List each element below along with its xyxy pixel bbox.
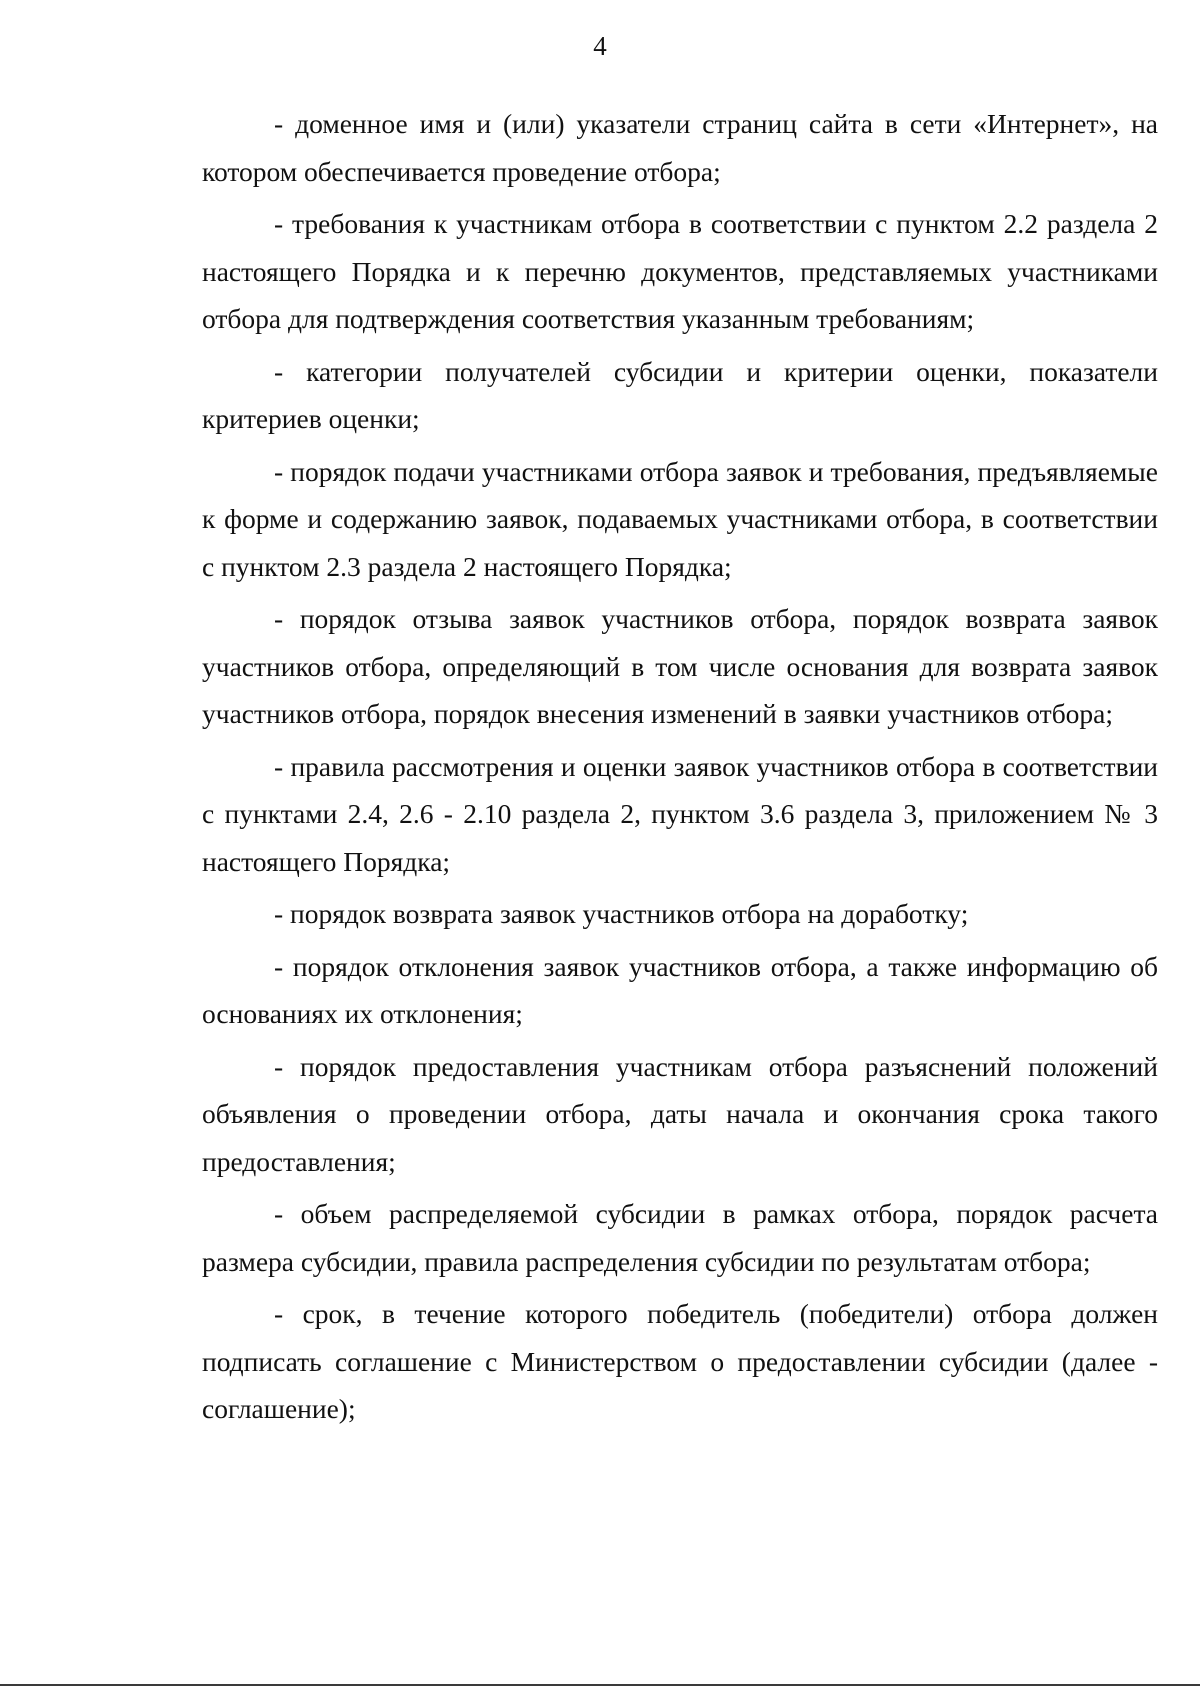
paragraph-agreement-deadline: - срок, в течение которого победитель (победители) отбора должен подписать соглашение с Министерством о предоставлении субсидии (далее - соглашение);	[202, 1298, 1158, 1424]
paragraph-clarifications: - порядок предоставления участникам отбора разъяснений положений объявления о проведении отбора, даты начала и окончания срока такого предоставления;	[202, 1050, 1158, 1177]
scan-bottom-edge	[0, 1684, 1200, 1686]
document-body	[202, 100, 1158, 1438]
paragraph-application-withdrawal: - порядок отзыва заявок участников отбора, порядок возврата заявок участников отбора, определяющий в том числе основания для возврата заявок участников отбора, порядок внесения изменений в заявки участников отбора;	[202, 603, 1158, 729]
paragraph-domain-name: - доменное имя и (или) указатели страниц сайта в сети «Интернет», на котором обеспечивается проведение отбора;	[202, 108, 1158, 187]
paragraph-review-rules: - правила рассмотрения и оценки заявок участников отбора в соответствии с пунктами 2.4, 2.6 - 2.10 раздела 2, пунктом 3.6 раздела 3, приложением № 3 настоящего Порядка;	[202, 750, 1158, 877]
paragraph-participant-requirements: - требования к участникам отбора в соответствии с пунктом 2.2 раздела 2 настоящего Порядка и к перечню документов, представляемых участниками отбора для подтверждения соответствия указанным требованиям;	[202, 208, 1158, 334]
paragraph-application-submission: - порядок подачи участниками отбора заявок и требования, предъявляемые к форме и содержанию заявок, подаваемых участниками отбора, в соответствии с пунктом 2.3 раздела 2 настоящего Порядка;	[202, 455, 1158, 582]
paragraph-return-for-revision: - порядок возврата заявок участников отбора на доработку;	[274, 898, 969, 929]
paragraph-recipient-categories: - категории получателей субсидии и критерии оценки, показатели критериев оценки;	[202, 355, 1158, 434]
paragraph-subsidy-volume: - объем распределяемой субсидии в рамках отбора, порядок расчета размера субсидии, правила распределения субсидии по результатам отбора;	[202, 1198, 1158, 1277]
page-number: 4	[593, 31, 607, 61]
paragraph-rejection-procedure: - порядок отклонения заявок участников отбора, а также информацию об основаниях их отклонения;	[202, 950, 1158, 1029]
